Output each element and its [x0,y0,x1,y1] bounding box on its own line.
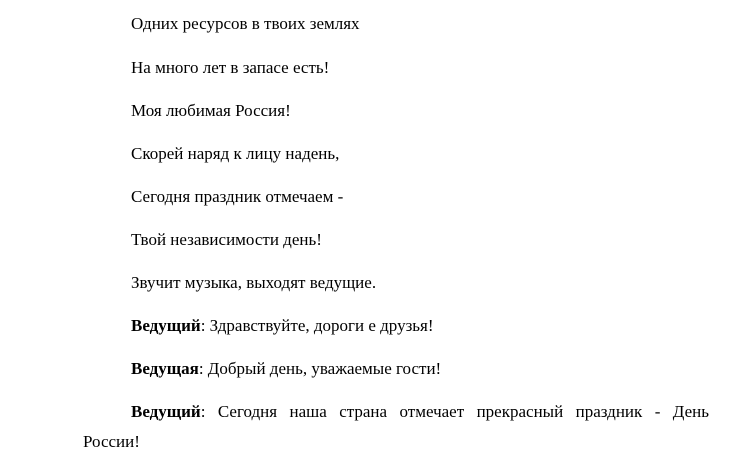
dialogue-line [131,402,709,422]
poem-line: Одних ресурсов в твоих землях [131,14,360,33]
dialogue-line [131,359,441,379]
poem-line: На много лет в запасе есть! [131,58,330,77]
speaker-name: Ведущий [131,316,201,335]
stage-direction: Звучит музыка, выходят ведущие. [131,273,377,292]
poem-line: Скорей наряд к лицу надень, [131,144,340,163]
dialogue-continuation: России! [83,432,140,451]
poem-line: Твой независимости день! [131,230,322,249]
speaker-name: Ведущий [131,402,201,421]
poem-line: Сегодня праздник отмечаем - [131,187,344,206]
poem-line: Моя любимая Россия! [131,101,291,120]
dialogue-text: : Сегодня наша страна отмечает прекрасный праздник - День [200,402,709,421]
dialogue-line [131,316,434,336]
dialogue-text: : Здравствуйте, дороги е друзья! [200,316,434,335]
speaker-name: Ведущая [131,359,199,378]
dialogue-text: : Добрый день, уважаемые гости! [198,359,442,378]
